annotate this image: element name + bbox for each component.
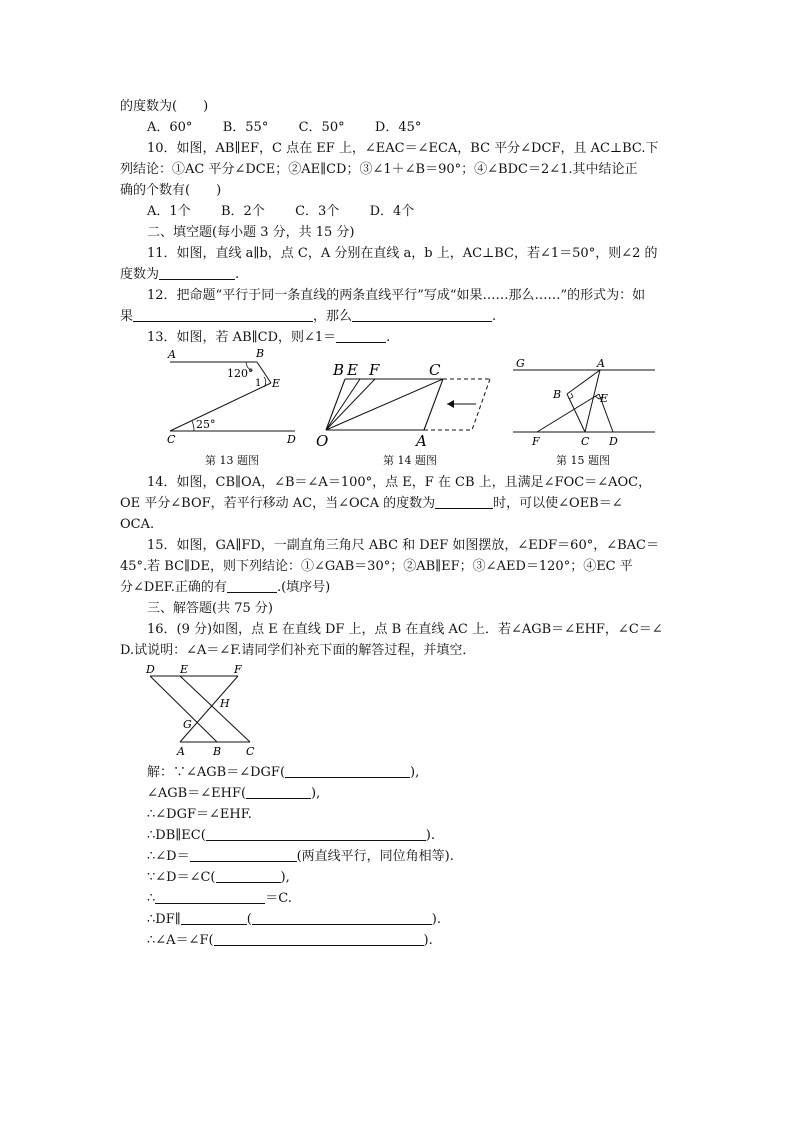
solution-blank-7[interactable] xyxy=(155,889,265,904)
figure-15 xyxy=(505,352,665,450)
fig16-label-h: H xyxy=(220,697,230,710)
fig15-label-d: D xyxy=(609,435,618,448)
fig14-label-a: A xyxy=(416,432,427,448)
q15-text: 分∠DEF.正确的有 xyxy=(120,580,227,595)
fig14-label-b: B xyxy=(333,361,345,379)
q15-line2: 45°.若 BC∥DE，则下列结论：①∠GAB＝30°；②AB∥EF；③∠AED＝120°；④EC 平 xyxy=(120,559,633,574)
solution-step-8 xyxy=(147,910,441,930)
q10-line3: 确的个数有( ) xyxy=(120,183,222,198)
solution-step-1 xyxy=(147,763,419,783)
q13-end: . xyxy=(386,330,391,345)
q13-text: 13．如图，若 AB∥CD，则∠1＝ xyxy=(147,330,337,345)
fig14-label-e: E xyxy=(347,361,358,379)
q11-line1: 11．如图，直线 a∥b，点 C，A 分别在直线 a，b 上，AC⊥BC，若∠1＝50°，则∠2 的 xyxy=(147,246,658,261)
section3-title: 三、解答题(共 75 分) xyxy=(147,601,273,616)
q10-line1: 10．如图，AB∥EF，C 点在 EF 上，∠EAC＝∠ECA，BC 平分∠DCF，且 AC⊥BC.下 xyxy=(147,141,659,156)
solution-blank-5[interactable] xyxy=(190,847,297,862)
fig16-label-e: E xyxy=(180,663,189,676)
solution-blank-2[interactable] xyxy=(246,784,311,799)
q9-option-a: A．60° xyxy=(147,120,193,135)
fig15-label-c: C xyxy=(581,435,590,448)
q12-if: 果 xyxy=(120,309,134,324)
fig13-label-d: D xyxy=(287,433,296,445)
solution-blank-8b[interactable] xyxy=(252,910,432,925)
fig13-label-e: E xyxy=(272,377,281,390)
q14-line2 xyxy=(120,494,623,514)
q16-line1: 16．(9 分)如图，点 E 在直线 DF 上，点 B 在直线 AC 上．若∠AGB＝∠EHF，∠C＝∠ xyxy=(147,622,663,637)
fig16-label-c: C xyxy=(246,745,255,758)
solution-step-8-paren: ( xyxy=(246,912,252,927)
solution-step-7 xyxy=(147,889,292,909)
q11-label: 度数为 xyxy=(120,267,160,282)
fig15-label-g: G xyxy=(516,357,525,370)
solution-step-3: ∴∠DGF＝∠EHF. xyxy=(147,807,252,822)
fig15-label-a: A xyxy=(597,357,605,370)
fig15-caption: 第 15 题图 xyxy=(556,454,610,467)
solution-step-9-text: ∴∠A＝∠F( xyxy=(147,933,214,948)
fig16-label-f: F xyxy=(234,663,242,676)
figure-14 xyxy=(312,358,502,448)
solution-step-8-end: ). xyxy=(431,912,442,927)
fig13-angle-120: 120° xyxy=(227,367,254,380)
fig13-label-b: B xyxy=(256,347,265,360)
q9-option-c: C．50° xyxy=(298,120,345,135)
q15-answer-blank[interactable] xyxy=(227,578,277,593)
q14-answer-blank[interactable] xyxy=(435,494,493,509)
fig13-caption: 第 13 题图 xyxy=(205,454,259,467)
q10-option-a: A．1个 xyxy=(147,204,191,219)
solution-blank-1[interactable] xyxy=(285,763,410,778)
q10-options xyxy=(147,202,414,222)
solution-blank-4[interactable] xyxy=(206,826,426,841)
solution-step-7-text: ∴ xyxy=(147,891,156,906)
figure-16 xyxy=(140,662,265,760)
q9-option-d: D．45° xyxy=(374,120,422,135)
q11-line2 xyxy=(120,265,239,285)
q10-option-d: D．4个 xyxy=(369,204,415,219)
q15-line3 xyxy=(120,578,330,598)
fig16-label-b: B xyxy=(213,745,222,758)
fig14-label-o: O xyxy=(316,432,329,448)
q15-line1: 15．如图，GA∥FD，一副直角三角尺 ABC 和 DEF 如图摆放，∠EDF＝60°，∠BAC＝ xyxy=(147,538,660,553)
q13-answer-blank[interactable] xyxy=(336,328,386,343)
solution-step-1-text: 解：∵∠AGB＝∠DGF( xyxy=(147,765,286,780)
fig14-label-c: C xyxy=(429,361,441,379)
fig16-label-a: A xyxy=(177,745,185,758)
section2-title: 二、填空题(每小题 3 分，共 15 分) xyxy=(147,225,355,240)
solution-step-5-end: (两直线平行，同位角相等). xyxy=(296,849,454,864)
q15-end: .(填序号) xyxy=(276,580,331,595)
q10-option-c: C．3个 xyxy=(295,204,340,219)
solution-step-2 xyxy=(147,784,320,804)
q9-options xyxy=(147,118,421,138)
q16-line2: D.试说明：∠A＝∠F.请同学们补充下面的解答过程，并填空． xyxy=(120,643,476,658)
solution-step-1-end: ), xyxy=(410,765,420,780)
q14-text: OE 平分∠BOF，若平行移动 AC，当∠OCA 的度数为 xyxy=(120,496,436,511)
fig14-caption: 第 14 题图 xyxy=(383,454,437,467)
solution-blank-8a[interactable] xyxy=(181,910,247,925)
solution-step-4 xyxy=(147,826,435,846)
q9-text: 的度数为( ) xyxy=(120,99,209,114)
fig15-label-b: B xyxy=(553,388,562,401)
fig16-label-d: D xyxy=(146,663,155,676)
solution-step-6 xyxy=(147,868,290,888)
fig15-label-f: F xyxy=(532,435,540,448)
solution-step-6-text: ∵∠D＝∠C( xyxy=(147,870,216,885)
fig13-label-c: C xyxy=(167,433,176,445)
figure-13 xyxy=(160,345,300,445)
q12-line2 xyxy=(120,307,496,327)
q9-option-b: B．55° xyxy=(222,120,269,135)
solution-step-7-end: ＝C. xyxy=(265,891,292,906)
fig16-label-g: G xyxy=(183,718,192,731)
fig13-label-a: A xyxy=(168,348,176,361)
q12-then: ，那么 xyxy=(313,309,353,324)
solution-blank-9[interactable] xyxy=(214,931,424,946)
fig15-label-e: E xyxy=(600,392,609,405)
q12-if-blank[interactable] xyxy=(133,307,313,322)
q12-end: . xyxy=(492,309,497,324)
q11-end: . xyxy=(235,267,240,282)
solution-step-8-text: ∴DF∥ xyxy=(147,912,181,927)
q10-option-b: B．2个 xyxy=(220,204,265,219)
solution-step-4-text: ∴DB∥EC( xyxy=(147,828,206,843)
q12-line1: 12．把命题“平行于同一条直线的两条直线平行”写成“如果……那么……”的形式为：如 xyxy=(147,288,646,303)
q14-line1: 14．如图，CB∥OA，∠B＝∠A＝100°，点 E，F 在 CB 上，且满足∠FOC＝∠AOC， xyxy=(147,475,652,490)
solution-step-5 xyxy=(147,847,454,867)
q14-text-cont: 时，可以使∠OEB＝∠ xyxy=(493,496,623,511)
solution-step-9-end: ). xyxy=(423,933,433,948)
solution-step-2-end: ), xyxy=(311,786,321,801)
q11-answer-blank[interactable] xyxy=(159,265,235,280)
q12-then-blank[interactable] xyxy=(352,307,492,322)
q14-line3: OCA. xyxy=(120,517,155,532)
solution-blank-6[interactable] xyxy=(216,868,281,883)
fig14-label-f: F xyxy=(369,361,380,379)
fig13-angle-1: 1 xyxy=(255,378,262,389)
q10-line2: 列结论：①AC 平分∠DCE；②AE∥CD；③∠1＋∠B＝90°；④∠BDC＝2∠1.其中结论正 xyxy=(120,162,638,177)
solution-step-2-text: ∠AGB＝∠EHF( xyxy=(147,786,247,801)
solution-step-9 xyxy=(147,931,433,951)
solution-step-6-end: ), xyxy=(280,870,290,885)
fig13-angle-25: 25° xyxy=(196,418,216,431)
solution-step-5-text: ∴∠D＝ xyxy=(147,849,190,864)
solution-step-4-end: ). xyxy=(425,828,435,843)
